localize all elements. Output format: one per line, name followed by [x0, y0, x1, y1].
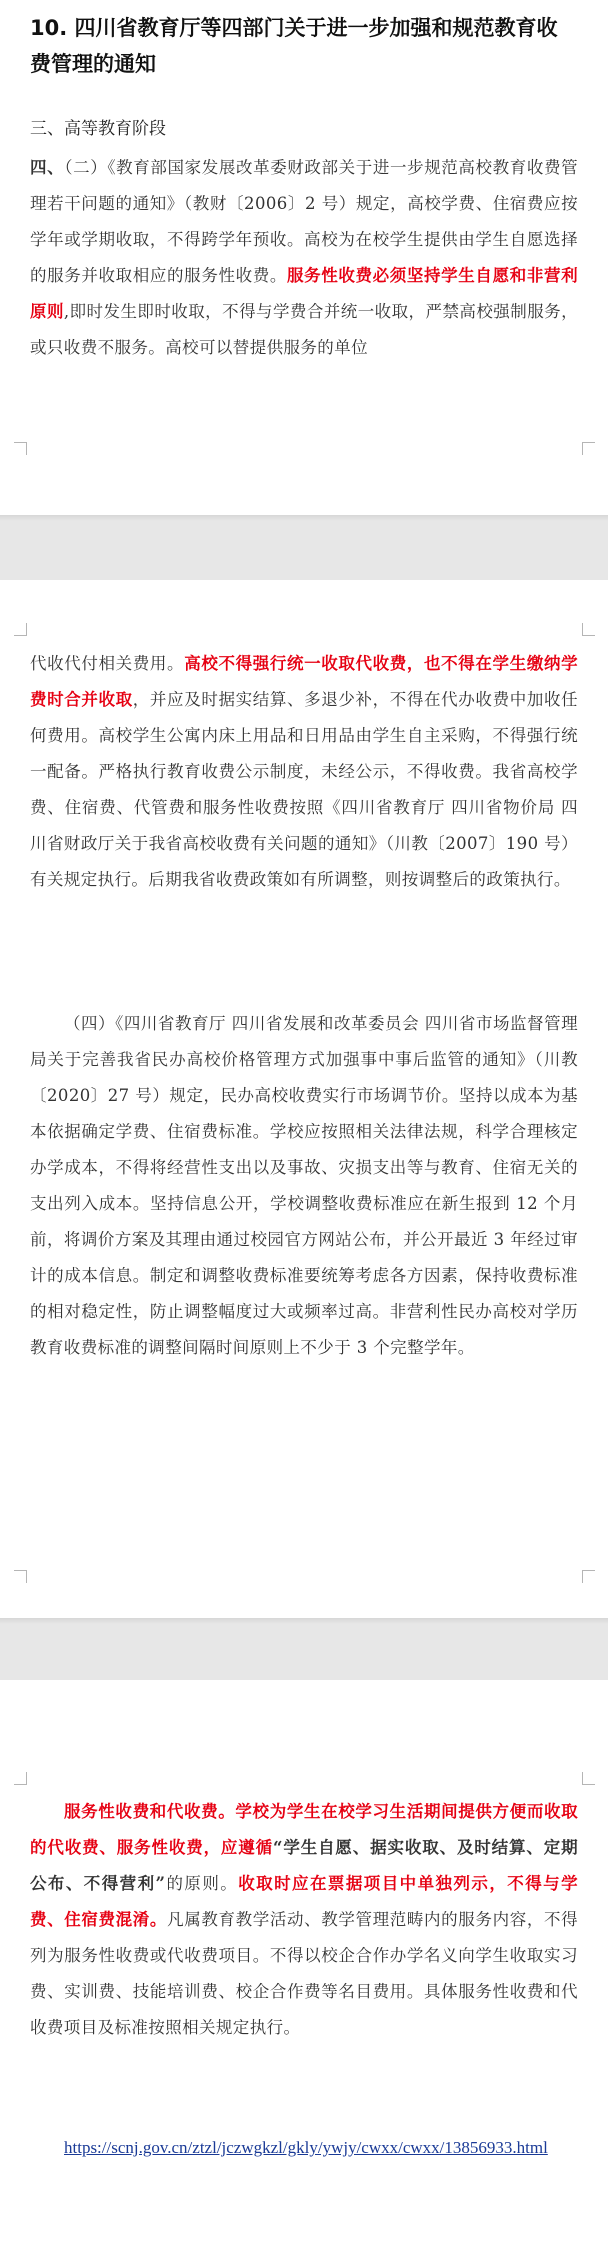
page-gap — [0, 1618, 608, 1680]
document-page-3 — [0, 1680, 608, 2249]
document-page-2 — [0, 580, 608, 1618]
paragraph-4-highlight-b: 收取时应在票据项目中单独列示，不得与学费、住宿费混淆。 — [30, 1874, 578, 1929]
paragraph-3-text: （四）《四川省教育厅 四川省发展和改革委员会 四川省市场监督管理局关于完善我省民办高校价格管理方式加强事中事后监管的通知》（川教〔2020〕27 号）规定，民办高校收费实行市场调节价。坚持以成本为基本依据确定学费、住宿费标准。学校应按照相关法律法规，科学合理核定办学成本，不得将经营性支出以及事故、灾损支出等与教育、住宿无关的支出列入成本。坚持信息公开，学校调整收费标准应在新生报到 12 个月前，将调价方案及其理由通过校园官方网站公布，并公开最近 3 年经过审计的成本信息。制定和调整收费标准要统筹考虑各方因素，保持收费标准的相对稳定性，防止调整幅度过大或频率过高。非营利性民办高校对学历教育收费标准的调整间隔时间原则上不少于 3 个完整学年。 — [30, 1014, 578, 1357]
crop-mark — [582, 442, 595, 455]
paragraph-4-highlight-a: 服务性收费和代收费。学校为学生在校学习生活期间提供方便而收取的代收费、服务性收费，应遵循 — [30, 1802, 578, 1857]
paragraph-4 — [30, 1794, 578, 2046]
paragraph-4-text-a: 的原则。 — [165, 1874, 239, 1893]
paragraph-4-text-b: 凡属教育教学活动、教学管理范畴内的服务内容，不得列为服务性收费或代收费项目。不得以校企合作办学名义向学生收取实习费、实训费、技能培训费、校企合作费等名目费用。具体服务性收费和代收费项目及标准按照相关规定执行。 — [30, 1910, 578, 2037]
document-title: 10. 四川省教育厅等四部门关于进一步加强和规范教育收费管理的通知 — [30, 16, 558, 76]
crop-mark — [14, 442, 27, 455]
crop-mark — [582, 1570, 595, 1583]
source-link-paragraph — [30, 2130, 578, 2166]
source-link[interactable]: https://scnj.gov.cn/ztzl/jczwgkzl/gkly/ywjy/cwxx/cwxx/13856933.html — [64, 2138, 548, 2157]
paragraph-2-text-b: ，并应及时据实结算、多退少补，不得在代办收费中加收任何费用。高校学生公寓内床上用品和日用品由学生自主采购，不得强行统一配备。严格执行教育收费公示制度，未经公示，不得收费。我省高校学费、住宿费、代管费和服务性收费按照《四川省教育厅 四川省物价局 四川省财政厅关于我省高校收费有关问题的通知》（川教〔2007〕190 号）有关规定执行。后期我省收费政策如有所调整，则按调整后的政策执行。 — [30, 690, 578, 889]
paragraph-1-highlight: 服务性收费必须坚持学生自愿和非营利原则 — [30, 266, 578, 321]
crop-mark — [14, 623, 27, 636]
crop-mark — [582, 623, 595, 636]
paragraph-2-highlight: 高校不得强行统一收取代收费，也不得在学生缴纳学费时合并收取 — [30, 654, 578, 709]
paragraph-2-text-a: 代收代付相关费用。 — [30, 654, 185, 673]
paragraph-4-principle: “学生自愿、据实收取、及时结算、定期公布、不得营利” — [30, 1838, 578, 1893]
document-page-1 — [0, 0, 608, 515]
page-gap — [0, 515, 608, 580]
paragraph-1-lead: 四、 — [30, 158, 65, 177]
paragraph-3 — [30, 1006, 578, 1366]
crop-mark — [14, 1570, 27, 1583]
paragraph-1-text-a: （二）《教育部国家发展改革委财政部关于进一步规范高校教育收费管理若干问题的通知》（教财〔2006〕2 号）规定，高校学费、住宿费应按学年或学期收取，不得跨学年预收。高校为在校学生提供由学生自愿选择的服务并收取相应的服务性收费。 — [30, 158, 578, 285]
crop-mark — [14, 1772, 27, 1785]
paragraph-1 — [30, 150, 578, 366]
section-heading: 三、高等教育阶段 — [30, 119, 166, 139]
crop-mark — [582, 1772, 595, 1785]
paragraph-2 — [30, 646, 578, 898]
paragraph-1-text-b: ,即时发生即时收取，不得与学费合并统一收取，严禁高校强制服务，或只收费不服务。高校可以替提供服务的单位 — [30, 302, 578, 357]
